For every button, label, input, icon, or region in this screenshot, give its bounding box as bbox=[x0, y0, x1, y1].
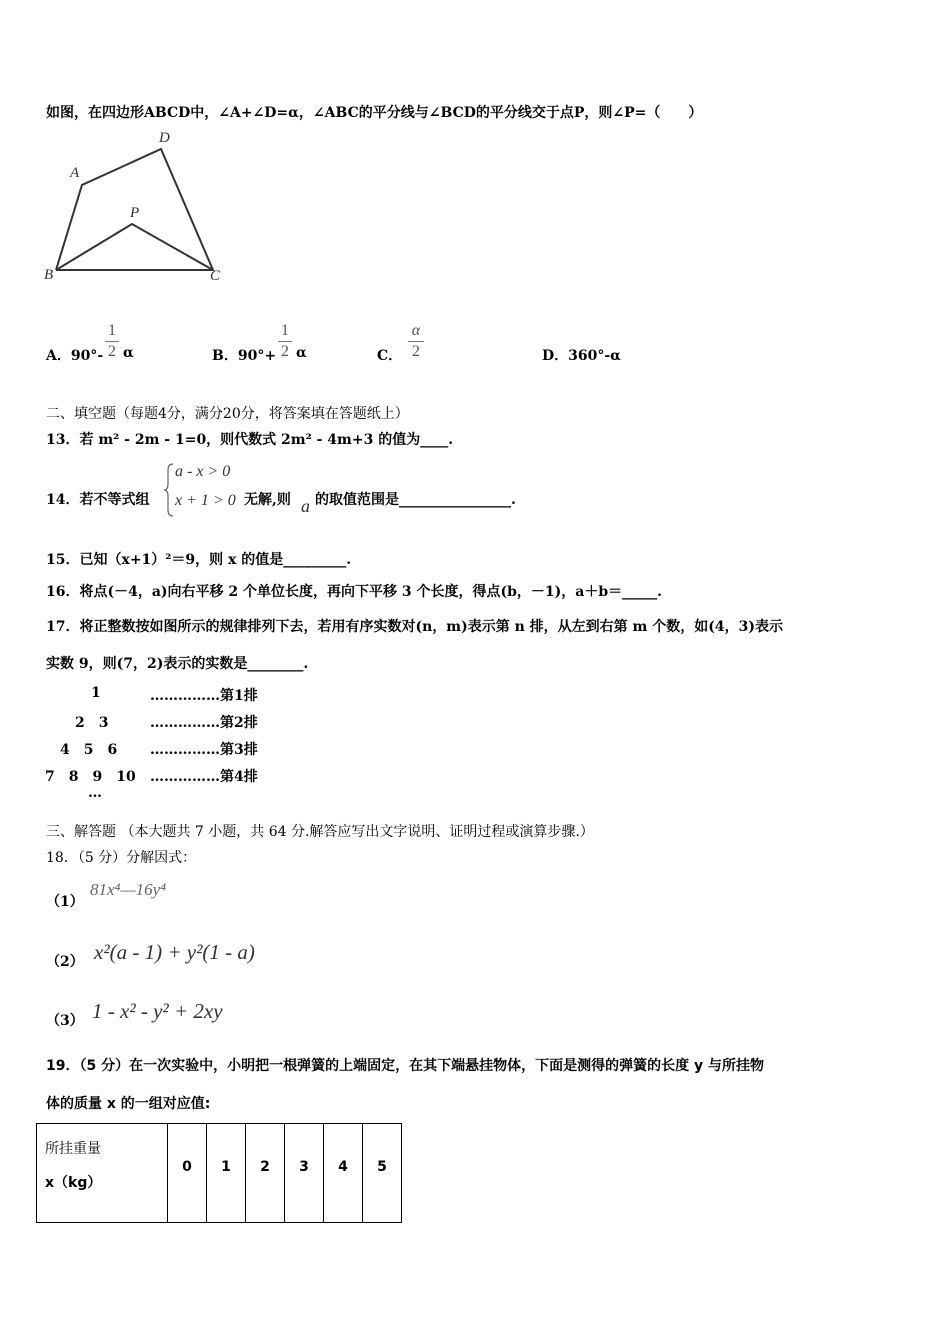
triangle-row-3-nums: 4 5 6 bbox=[60, 742, 118, 758]
option-b bbox=[212, 345, 276, 365]
table-header-line2: x（kg） bbox=[45, 1175, 102, 1191]
section2-title: 二、填空题（每题4分，满分20分，将答案填在答题纸上） bbox=[46, 406, 409, 422]
section3-title: 三、解答题 （本大题共 7 小题，共 64 分.解答应写出文字说明、证明过程或演算步骤.） bbox=[46, 824, 594, 840]
q17-line2: 实数 9，则(7，2)表示的实数是________. bbox=[46, 656, 309, 672]
q18-item2-label: （2） bbox=[46, 954, 84, 970]
option-a bbox=[46, 345, 103, 365]
q13-text: 13．若 m² - 2m - 1=0，则代数式 2m² - 4m+3 的值为____. bbox=[46, 432, 454, 448]
q19-line2: 体的质量 x 的一组对应值: bbox=[46, 1096, 211, 1112]
q19-line1: 19．（5 分）在一次实验中，小明把一根弹簧的上端固定，在其下端悬挂物体，下面是测得的弹簧的长度 y 与所挂物 bbox=[46, 1058, 764, 1074]
triangle-row-2-label: ……………第2排 bbox=[150, 715, 258, 731]
table-cell-5: 5 bbox=[363, 1124, 402, 1223]
triangle-row-4-nums: 7 8 9 10 bbox=[45, 769, 136, 785]
option-a-num: 1 bbox=[108, 322, 116, 339]
label-A: A bbox=[70, 165, 80, 181]
label-C: C bbox=[210, 268, 221, 284]
triangle-row-1-label: ……………第1排 bbox=[150, 688, 258, 704]
option-b-suffix: α bbox=[296, 345, 307, 361]
table-cell-1: 1 bbox=[207, 1124, 246, 1223]
option-d bbox=[542, 345, 621, 365]
q14-suffix: 的取值范围是________________. bbox=[315, 492, 516, 508]
option-b-den: 2 bbox=[281, 343, 289, 360]
option-b-label: B． bbox=[212, 348, 238, 364]
option-c-label: C． bbox=[377, 348, 403, 364]
table-cell-0: 0 bbox=[168, 1124, 207, 1223]
option-a-label: A． bbox=[46, 348, 71, 364]
option-c-fraction bbox=[408, 322, 424, 361]
option-b-prefix: 90°+ bbox=[237, 348, 277, 364]
table-row bbox=[37, 1124, 402, 1223]
option-a-suffix: α bbox=[123, 345, 134, 361]
option-d-prefix: 360°-α bbox=[568, 348, 621, 364]
q18-item1-expr: 81x⁴—16y⁴ bbox=[90, 880, 167, 899]
q12-text: 如图，在四边形ABCD中，∠A+∠D=α，∠ABC的平分线与∠BCD的平分线交于点P，则∠P=（ ） bbox=[46, 105, 703, 121]
q15-text: 15．已知（x+1）²＝9，则 x 的值是_________. bbox=[46, 552, 352, 568]
label-D: D bbox=[159, 130, 170, 146]
option-a-fraction bbox=[105, 322, 119, 361]
option-c bbox=[377, 345, 402, 365]
table-cell-4: 4 bbox=[324, 1124, 363, 1223]
q14-ineq1: a - x > 0 bbox=[175, 463, 231, 480]
table-header-cell bbox=[37, 1124, 168, 1223]
q14-ineq2: x + 1 > 0 bbox=[175, 492, 236, 509]
table-header-line1: 所挂重量 bbox=[45, 1141, 101, 1157]
q17-line1: 17．将正整数按如图所示的规律排列下去，若用有序实数对(n，m)表示第 n 排，从左到右第 m 个数，如(4，3)表示 bbox=[46, 619, 783, 635]
label-B: B bbox=[44, 267, 54, 283]
triangle-row-1-nums: 1 bbox=[91, 685, 101, 701]
option-b-num: 1 bbox=[281, 322, 289, 339]
option-c-den: 2 bbox=[412, 343, 420, 360]
triangle-ellipsis: … bbox=[88, 785, 102, 801]
label-P: P bbox=[130, 205, 140, 221]
system-brace bbox=[164, 462, 174, 518]
q18-item3-label: （3） bbox=[46, 1013, 84, 1029]
table-cell-3: 3 bbox=[285, 1124, 324, 1223]
q16-text: 16．将点(－4，a)向右平移 2 个单位长度，再向下平移 3 个长度，得点(b，－1)，a＋b＝_____. bbox=[46, 584, 663, 600]
table-cell-2: 2 bbox=[246, 1124, 285, 1223]
option-b-fraction bbox=[278, 322, 292, 361]
q18-item2-expr: x²(a - 1) + y²(1 - a) bbox=[94, 940, 255, 964]
option-a-prefix: 90°- bbox=[70, 348, 104, 364]
triangle-row-4-label: ……………第4排 bbox=[150, 769, 258, 785]
option-a-den: 2 bbox=[108, 343, 116, 360]
q18-item1-label: （1） bbox=[46, 894, 84, 910]
option-c-num: α bbox=[411, 322, 421, 339]
triangle-row-2-nums: 2 3 bbox=[75, 715, 109, 731]
q14-prefix: 14．若不等式组 bbox=[46, 492, 150, 508]
q14-var: a bbox=[301, 496, 310, 516]
triangle-row-3-label: ……………第3排 bbox=[150, 742, 258, 758]
mass-length-table bbox=[36, 1123, 402, 1223]
q14-middle: 无解,则 bbox=[244, 492, 291, 508]
option-d-label: D． bbox=[542, 348, 569, 364]
q18-title: 18．（5 分）分解因式： bbox=[46, 850, 197, 866]
angle-bisectors bbox=[56, 224, 213, 270]
q18-item3-expr: 1 - x² - y² + 2xy bbox=[92, 999, 223, 1023]
